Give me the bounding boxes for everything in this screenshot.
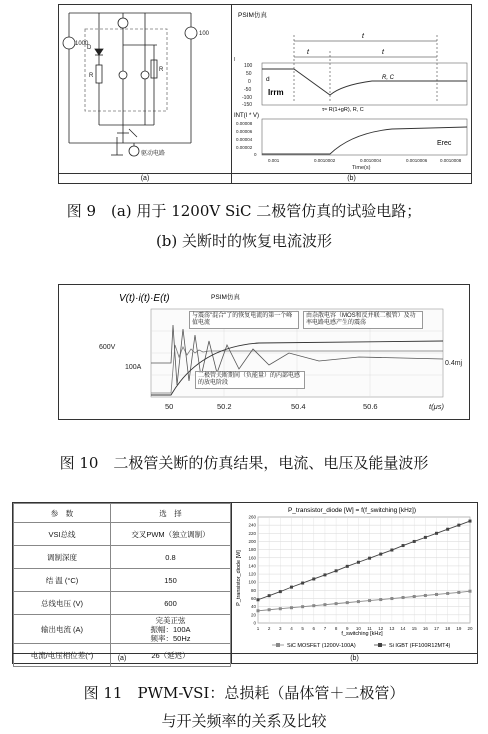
recovery-waveform [232,5,471,173]
tn-label: t [362,33,364,40]
ytick-label: 20 [250,612,256,618]
data-point [390,549,393,552]
fig10-xtick-1: 50.2 [217,402,232,411]
table-row [14,592,231,615]
fig10-xtick-3: 50.6 [363,402,378,411]
ytick-top-4: -100 [242,95,253,101]
data-point [446,592,449,595]
data-point [390,597,393,600]
data-point [335,602,338,605]
tb-label: t [382,49,384,56]
power-loss-chart [232,503,477,653]
int-label: INT(I * V) [234,113,259,119]
data-point [335,569,338,572]
data-point [368,599,371,602]
legend-sic: SiC MOSFET (1200V-100A) [287,643,356,649]
data-point [402,596,405,599]
ytick-label: 240 [248,522,256,528]
data-point [469,520,472,523]
table-cell: 完美正弦 振幅：100A 频率：50Hz [111,615,231,644]
current-waveform [262,69,467,95]
table-header-row [14,504,231,523]
figure-9a-circuit [59,5,232,183]
ytick-label: 60 [250,596,256,602]
data-point [323,573,326,576]
ytick-bot-1: 0.00006 [236,129,253,134]
figure-11 [12,502,478,664]
xtick-label: 10 [355,626,361,631]
v100-label: 100 [199,31,210,37]
xtick-label: 11 [367,626,372,631]
fig11a-label: (a) [13,653,231,663]
legend-igbt: Si IGBT (FF100R12MT4) [389,643,451,649]
ytick-bot-3: 0.00002 [236,145,253,150]
table-cell: 交叉PWM（独立调制） [111,523,231,546]
data-point [379,598,382,601]
data-point [424,594,427,597]
ytick-label: 160 [248,555,256,561]
xtick-label: 13 [389,626,395,631]
data-point [379,553,382,556]
note-oscillation: 由杂散电容（MOS和反并联二极管）及功率电路电感产生的震荡 [303,311,423,329]
ytick-label: 200 [248,538,256,544]
ytick-label: 140 [248,563,256,569]
xtick-3: 0.0010006 [406,158,428,163]
di-dt-label: d [266,76,270,83]
figure-9 [58,4,472,184]
table-row [14,615,231,644]
rc-label: R, C [382,75,394,81]
data-point [357,600,360,603]
xtick-label: 14 [400,626,406,631]
data-point [279,607,282,610]
data-point [290,586,293,589]
v1000-label: 1000 [75,41,89,47]
turnoff-waveform [59,285,469,419]
y-label-top: I [234,57,236,63]
note-peak-current: 与震荡"混合"了的恢复电流的第一个峰值电流 [189,311,299,329]
data-point [446,528,449,531]
data-point [435,593,438,596]
fig10-x-unit: t(μs) [429,402,444,411]
figure-11a-table [13,503,232,663]
table-header-choice: 选 择 [111,504,231,523]
label-04mj: 0.4mj [445,360,463,367]
ytick-top-0: 100 [244,63,253,69]
data-point [413,595,416,598]
data-point [457,591,460,594]
data-point [457,524,460,527]
xtick-label: 4 [290,626,293,631]
ytick-label: 220 [248,530,256,536]
data-point [346,565,349,568]
legend-sic-marker [276,643,280,647]
ytick-top-2: 0 [248,79,251,85]
data-point [312,604,315,607]
xtick-label: 18 [445,626,451,631]
series-line-0 [258,591,470,611]
fig10-xtick-0: 50 [165,402,174,411]
fig10-formula: V(t)·i(t)·E(t) [119,293,170,304]
data-point [323,603,326,606]
caption-fig9-line1: 图 9 (a) 用于 1200V SiC 二极管仿真的试验电路； [66,202,422,220]
psim-title: PSIM仿真 [238,12,267,19]
data-point [290,606,293,609]
data-point [312,577,315,580]
fig9b-label: (b) [232,173,471,183]
ytick-label: 260 [248,514,256,520]
circuit-diagram [59,5,231,173]
xtick-label: 17 [434,626,440,631]
da-label: D [87,45,92,51]
table-cell: 输出电流 (A) [14,615,111,644]
ytick-label: 180 [248,547,256,553]
xtick-label: 9 [346,626,349,631]
xtick-label: 2 [267,626,271,631]
xtick-0: 0.001 [268,158,280,163]
xtick-label: 3 [279,626,282,631]
table-cell: 0.8 [111,546,231,569]
table-row [14,523,231,546]
ytick-label: 0 [253,620,256,626]
data-point [301,605,304,608]
xtick-label: 7 [323,626,327,631]
data-point [413,540,416,543]
caption-fig9-line2: (b) 关断时的恢复电流波形 [155,232,333,250]
table-cell: 26（延迟） [111,644,231,667]
ytick-bot-0: 0.00008 [236,121,253,126]
xtick-2: 0.0010004 [360,158,382,163]
x-axis-label: Time(s) [352,165,371,171]
caption-fig10: 图 10 二极管关断的仿真结果，电流、电压及能量波形 [59,454,429,472]
data-point [268,594,271,597]
table-cell: 总线电压 (V) [14,592,111,615]
table-cell: 结 温 (°C) [14,569,111,592]
table-row [14,546,231,569]
tau-label: τ≈ R(1+gR), R, C [322,107,364,113]
xtick-label: 12 [378,626,384,631]
fig9a-label: (a) [59,173,231,183]
caption-fig11-line2: 与开关频率的关系及比较 [161,712,327,730]
data-point [257,598,260,601]
data-point [368,557,371,560]
params-table [13,503,231,667]
irrm-label: Irrm [268,88,284,97]
data-point [435,532,438,535]
ytick-bot-4: 0 [254,152,257,157]
data-point [357,561,360,564]
erec-label: Erec [437,140,452,147]
data-point [268,608,271,611]
figure-9b-waveform [232,5,471,183]
table-cell: 电流/电压相位差(°) [14,644,111,667]
table-cell: VSI总线 [14,523,111,546]
series-line-1 [258,521,470,600]
table-cell: 600 [111,592,231,615]
ra-label: R [89,73,94,79]
ytick-label: 40 [250,604,256,610]
ytick-top-1: 50 [246,71,252,77]
ytick-top-5: -150 [242,102,253,108]
caption-fig11-line1: 图 11 PWM-VSI：总损耗（晶体管＋二极管） [83,684,405,702]
fig10-xtick-2: 50.4 [291,402,306,411]
ta-label: t [307,49,309,56]
table-cell: 150 [111,569,231,592]
table-row [14,569,231,592]
data-point [279,590,282,593]
data-point [402,544,405,547]
chart-xlabel: f_switching [kHz] [341,631,383,637]
table-cell: 调制深度 [14,546,111,569]
ytick-top-3: -50 [244,87,252,93]
figure-10 [58,284,470,420]
xtick-label: 15 [411,626,417,631]
data-point [346,601,349,604]
label-100a: 100A [125,364,142,371]
legend-igbt-marker [378,643,382,647]
xtick-label: 16 [422,626,428,631]
ytick-label: 80 [250,587,256,593]
fig11b-label: (b) [232,653,477,663]
xtick-label: 8 [334,626,338,631]
note-discharge: 二极管关断期间（负能量）的内部电感的放电阶段 [195,371,305,389]
data-point [469,590,472,593]
ytick-label: 120 [248,571,256,577]
chart-legend [272,643,450,649]
xtick-1: 0.0010002 [314,158,336,163]
xtick-label: 20 [467,626,473,631]
label-600v: 600V [99,344,116,351]
chart-title: P_transistor_diode [W] = f(f_switching [kHz]) [287,507,417,514]
figure-11b-chart [232,503,477,663]
ytick-label: 100 [248,579,256,585]
xtick-label: 6 [312,626,316,631]
gate-note: 驱动电路 [141,151,166,157]
table-header-param: 参 数 [14,504,111,523]
xtick-label: 19 [456,626,462,631]
data-point [424,536,427,539]
chart-ylabel: P_transistor_diode [W] [236,550,242,606]
data-point [257,609,260,612]
xtick-label: 5 [301,626,304,631]
fig10-psim: PSIM仿真 [211,294,240,301]
xtick-4: 0.0010008 [440,158,462,163]
ytick-bot-2: 0.00004 [236,137,253,142]
data-point [301,582,304,585]
xtick-label: 1 [256,626,260,631]
rb-label: R [159,67,164,73]
